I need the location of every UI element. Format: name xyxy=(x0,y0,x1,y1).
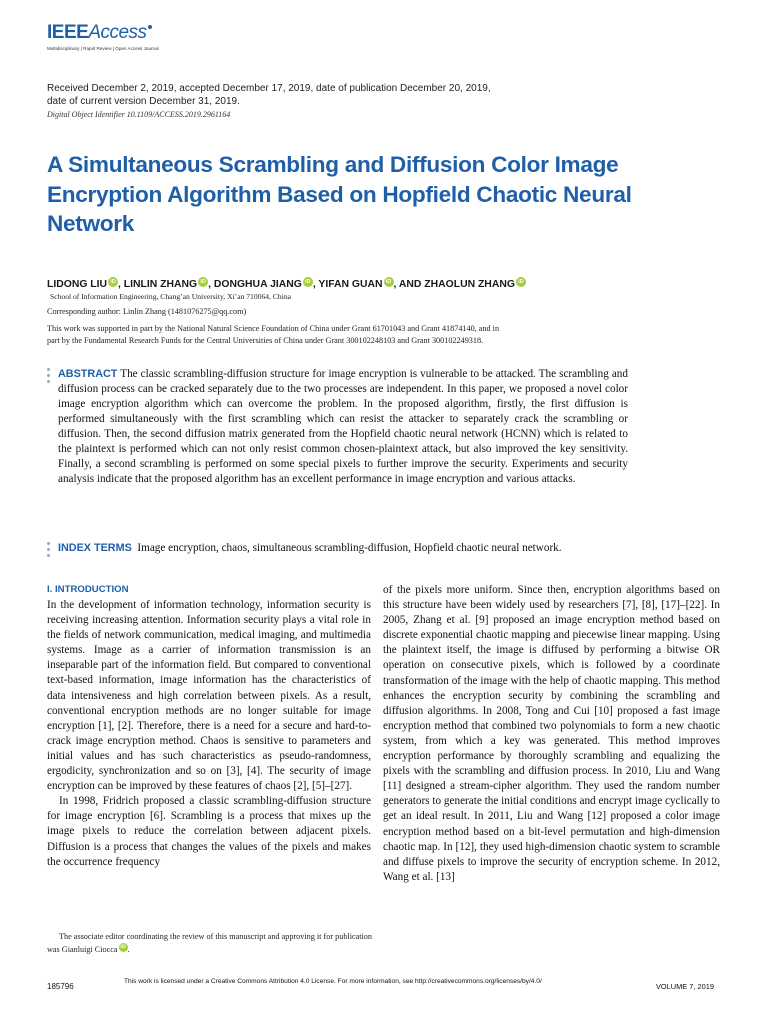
affiliation: School of Information Engineering, Chang’an University, Xi’an 710064, China xyxy=(50,292,291,301)
index-terms-text: Image encryption, chaos, simultaneous scrambling-diffusion, Hopfield chaotic neural network. xyxy=(137,542,562,554)
orcid-icon[interactable]: iD xyxy=(120,944,126,950)
journal-name-access: Access xyxy=(88,22,147,43)
author-name: , LINLIN ZHANG xyxy=(118,279,198,290)
journal-name-ieee: IEEE xyxy=(47,22,89,43)
journal-logo xyxy=(47,22,159,51)
orcid-icon[interactable]: iD xyxy=(303,277,313,287)
index-terms xyxy=(58,541,628,556)
intro-paragraph-2: In 1998, Fridrich proposed a classic scrambling-diffusion structure for image encryption [6]. Scrambling is a process that mixes up the image pixels to reduce the correlation between adjacent pixels. Diffusion is a process that changes the values of the pixels and makes the occurrence frequency xyxy=(47,795,371,868)
author-name: , DONGHUA JIANG xyxy=(208,279,302,290)
corresponding-author: Corresponding author: Linlin Zhang (1481076275@qq.com) xyxy=(47,307,247,316)
orcid-icon[interactable]: iD xyxy=(108,277,118,287)
doi: Digital Object Identifier 10.1109/ACCESS.2019.2961164 xyxy=(47,110,231,119)
funding-line-2: part by the Fundamental Research Funds for the Central Universities of China under Grant 300102248103 and Grant 300102249318. xyxy=(47,336,484,345)
author-name: , AND ZHAOLUN ZHANG xyxy=(393,279,515,290)
abstract-label: ABSTRACT xyxy=(58,368,118,380)
orcid-icon[interactable]: iD xyxy=(198,277,208,287)
footnote-text: The associate editor coordinating the review of this manuscript and approving it for publication was Gianluigi Ciocca xyxy=(47,932,372,954)
logo-dot-icon xyxy=(148,25,152,29)
abstract xyxy=(58,367,628,487)
index-terms-dots-icon xyxy=(47,542,51,560)
intro-paragraph-3: of the pixels more uniform. Since then, encryption algorithms based on this structure have been widely used by researchers [7], [8], [17]–[22]. In 2005, Zhang et al. [9] proposed an image encryption method based on discrete exponential chaotic mapping and piecewise linear mapping. Using the plaintext itself, the image is diffused by performing a bitwise OR operation on consecutive pixels, which is followed by a coordinate transformation of the image with the help of chaotic mapping. This method enhances the encryption security by combining the scrambling and diffusion algorithms. In 2008, Tong and Cui [10] proposed a fast image encryption method that combined two polynomials to form a new chaotic system, from which a key was generated. This method improves encryption performance by thoroughly scrambling and equalizing the pixels with the scrambling and diffusion process. In 2010, Liu and Wang [11] designed a stream-cipher algorithm. They used the random number generators to generate the initial conditions and encrypt image cyclically to get an ideal result. In 2011, Liu and Wang [12] proposed a color image encryption method based on a bit-level permutation and high-dimension chaotic map. In [12], they used high-dimension chaotic system to scramble and diffuse pixels to improve the security of encryption scheme. In 2012, Wang et al. [13] xyxy=(383,584,720,883)
left-column xyxy=(47,598,371,870)
author-name: LIDONG LIU xyxy=(47,279,108,290)
received-line-1: Received December 2, 2019, accepted December 17, 2019, date of publication December 20, 2019, xyxy=(47,83,491,94)
orcid-icon[interactable]: iD xyxy=(384,277,394,287)
license-notice[interactable]: This work is licensed under a Creative Commons Attribution 4.0 License. For more information, see http://creativecommons.org/licenses/by/4.0/ xyxy=(124,978,542,985)
abstract-text: The classic scrambling-diffusion structure for image encryption is vulnerable to be attacked. The scrambling and diffusion process can be cracked separately due to the two processes are independent. In this paper, we proposed a novel color image encryption algorithm which can overcome the problem. In the proposed algorithm, firstly, the first diffusion is performed simultaneously with the first scrambling which can resist the attacker to separately crack the scrambling or diffusion. Then, the second diffusion matrix generated from the Hopfield chaotic neural network (HCNN) which is related to the plaintext is performed which can not only resist common chosen-plaintext attack, but also improved the key sensitivity. Finally, a second scrambling is performed on some special pixels to further improve the security. Experiments and security analysis indicate that the proposed algorithm has an excellent performance in image encryption and various attacks. xyxy=(58,368,628,485)
intro-paragraph-1: In the development of information technology, information security is receiving increasing attention. Information security plays a vital role in the fields of network communication, medical imaging, and multimedia systems. Image as a carrier of information transmission is an inseparable part of the information field. But compared to conventional text-based information, image information has the characteristics of data intensiveness and high correlation between pixels. As a result, conventional encryption methods are no longer suitable for image encryption [1], [2]. Therefore, there is a need for a secure and hard-to-crack image encryption method. Chaos is sensitive to parameters and initial values and has such characteristics as pseudo-randomness, ergodicity, synchronization and so on [3], [4]. The security of image encryption can be improved by these features of chaos [2], [5]–[27]. xyxy=(47,599,371,793)
section-heading-introduction: I. INTRODUCTION xyxy=(47,584,129,595)
abstract-dots-icon xyxy=(47,368,51,386)
author-name: , YIFAN GUAN xyxy=(312,279,383,290)
page-number: 185796 xyxy=(47,982,74,991)
funding-line-1: This work was supported in part by the National Natural Science Foundation of China under Grant 61701043 and Grant 41874140, and in xyxy=(47,324,500,333)
editor-footnote: The associate editor coordinating the review of this manuscript and approving it for publication was Gianluigi Ciocca iD . xyxy=(47,932,372,954)
right-column xyxy=(383,583,720,885)
orcid-icon[interactable]: iD xyxy=(516,277,526,287)
author-list xyxy=(47,277,727,290)
volume-info: VOLUME 7, 2019 xyxy=(656,982,714,991)
paper-title: A Simultaneous Scrambling and Diffusion Color Image Encryption Algorithm Based on Hopfield Chaotic Neural Network xyxy=(47,152,632,236)
received-line-2: date of current version December 31, 2019. xyxy=(47,96,240,107)
index-terms-label: INDEX TERMS xyxy=(58,542,132,554)
journal-tagline: Multidisciplinary | Rapid Review | Open Access Journal xyxy=(47,46,159,51)
